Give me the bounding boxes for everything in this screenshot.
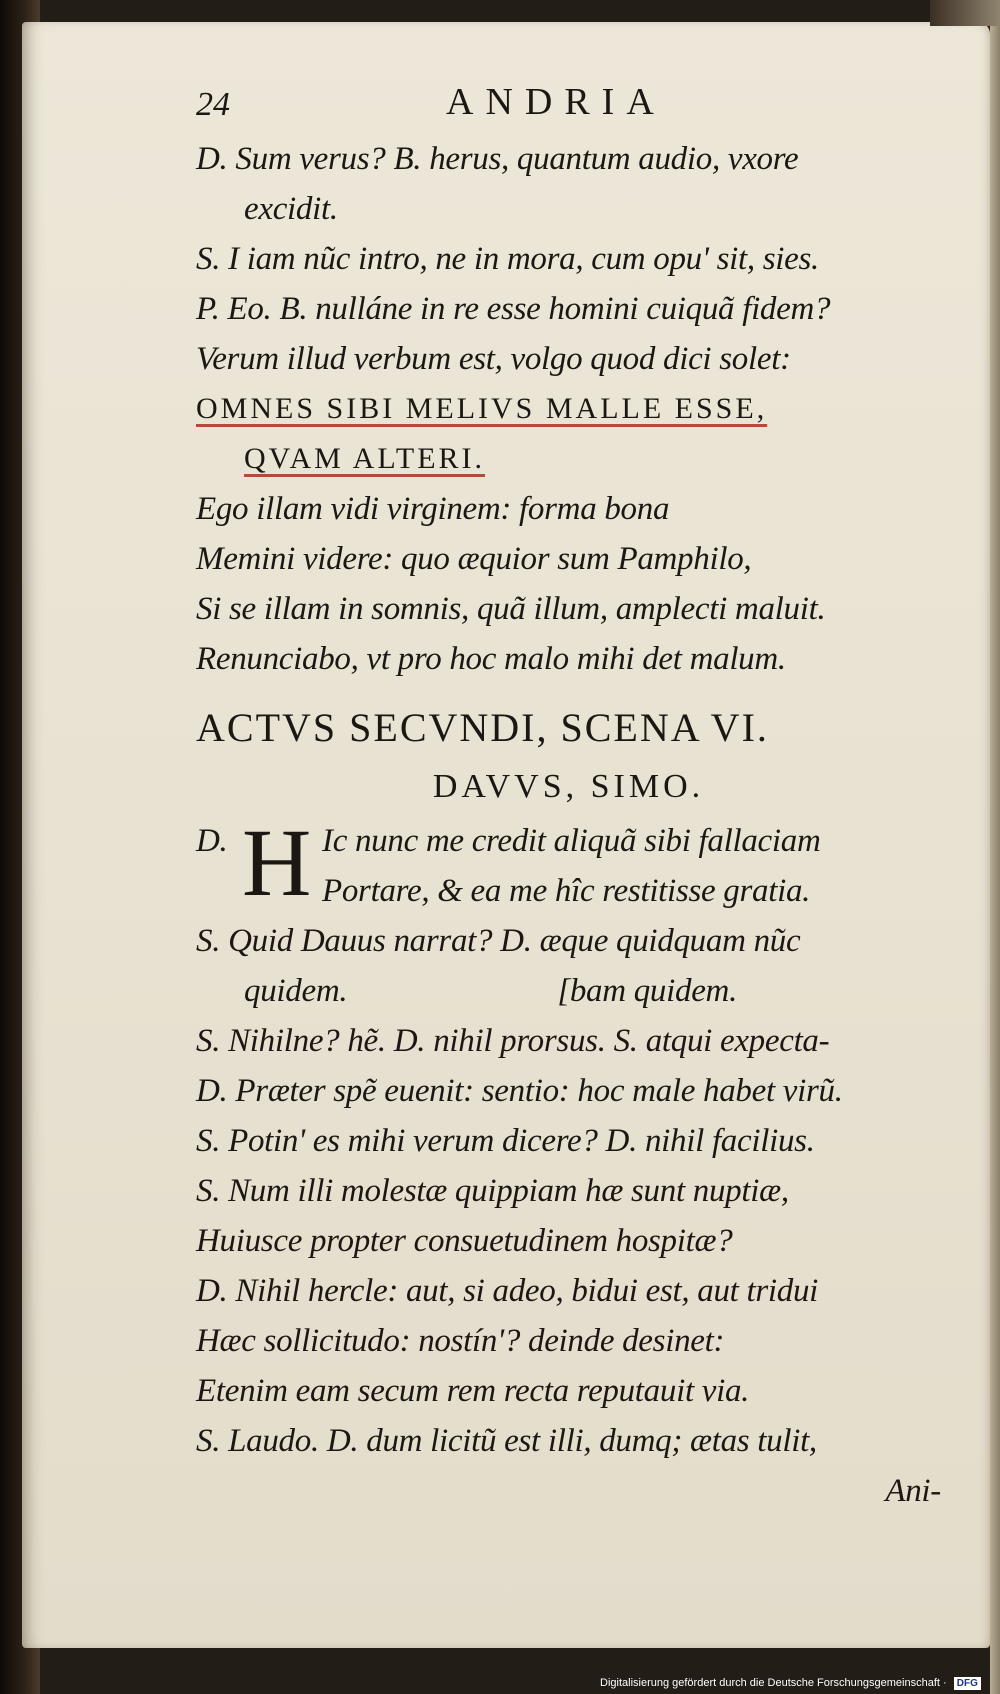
- text-line: excidit.: [244, 191, 338, 227]
- text-line: Renunciabo, vt pro hoc malo mihi det malum.: [196, 641, 786, 677]
- text-line: S. Nihilne? hẽ. D. nihil prorsus. S. atqui expecta-: [196, 1023, 830, 1059]
- text-line: Memini videre: quo æquior sum Pamphilo,: [196, 541, 752, 577]
- running-title: ANDRIA: [446, 81, 666, 123]
- page-header: [196, 78, 941, 134]
- text-line: Hæc sollicitudo: nostín'? deinde desinet:: [196, 1323, 725, 1359]
- text-line: D. Sum verus? B. herus, quantum audio, vxore: [196, 141, 799, 177]
- text-line: S. Laudo. D. dum licitũ est illi, dumq; ætas tulit,: [196, 1423, 817, 1459]
- scene-persons: DAVVS, SIMO.: [432, 768, 705, 805]
- text-fragment: quidem.: [244, 973, 348, 1009]
- text-line: Si se illam in somnis, quã illum, amplecti maluit.: [196, 591, 826, 627]
- act-scene-heading: ACTVS SECVNDI, SCENA VI.: [196, 705, 769, 750]
- text-line: Huiusce propter consuetudinem hospitæ?: [196, 1223, 733, 1259]
- speaker-label: D.: [196, 823, 228, 859]
- catchword: Ani-: [885, 1473, 941, 1509]
- text-line: S. I iam nũc intro, ne in mora, cum opu' sit, sies.: [196, 241, 819, 277]
- text-line: D. Præter spẽ euenit: sentio: hoc male habet virũ.: [196, 1073, 843, 1109]
- text-line: Verum illud verbum est, volgo quod dici solet:: [196, 341, 791, 377]
- page-edge-right: [990, 0, 1000, 1694]
- dfg-logo-icon: DFG: [954, 1677, 981, 1690]
- text-line: [196, 966, 941, 1016]
- text-line: S. Quid Dauus narrat? D. æque quidquam nũc: [196, 923, 801, 959]
- text-line: S. Num illi molestæ quippiam hæ sunt nuptiæ,: [196, 1173, 789, 1209]
- drop-initial-block: [196, 809, 941, 916]
- text-line: Portare, & ea me hîc restitisse gratia.: [322, 873, 811, 909]
- text-line: S. Potin' es mihi verum dicere? D. nihil facilius.: [196, 1123, 815, 1159]
- text-line: Etenim eam secum rem recta reputauit via.: [196, 1373, 750, 1409]
- text-fragment-right: [bam quidem.: [557, 973, 738, 1009]
- text-line: Ego illam vidi virginem: forma bona: [196, 491, 670, 527]
- page-text-block: [196, 78, 941, 1516]
- footer-credit: [600, 1674, 990, 1692]
- footer-text: Digitalisierung gefördert durch die Deutsche Forschungsgemeinschaft ·: [600, 1677, 947, 1689]
- text-line: D. Nihil hercle: aut, si adeo, bidui est, aut tridui: [196, 1273, 819, 1309]
- text-line: P. Eo. B. nulláne in re esse homini cuiquã fidem?: [196, 291, 831, 327]
- page-corner-top-right: [930, 0, 1000, 26]
- drop-initial: H: [242, 809, 312, 916]
- proverb-line: QVAM ALTERI.: [244, 442, 486, 475]
- page-number: 24: [196, 86, 230, 123]
- proverb-line: OMNES SIBI MELIVS MALLE ESSE,: [196, 392, 768, 425]
- text-line: Ic nunc me credit aliquã sibi fallaciam: [322, 823, 821, 859]
